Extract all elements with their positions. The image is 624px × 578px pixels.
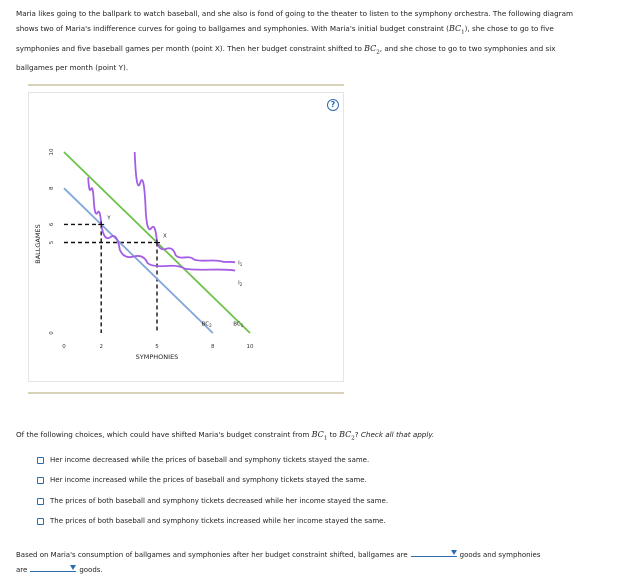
y-tick-label: 0 [49, 331, 55, 335]
x-axis-label: SYMPHONIES [135, 353, 179, 361]
chevron-down-icon [70, 565, 76, 570]
option-prices-decreased[interactable]: The prices of both baseball and symphony tickets decreased while her income stayed the same. [37, 497, 388, 505]
curve-label: $BC_1$ [233, 321, 244, 328]
series-bc2 [64, 188, 213, 333]
checkbox[interactable] [37, 518, 44, 525]
y-tick-label: 8 [49, 186, 55, 190]
intro-text-3: , and she chose to go to two symphonies and six ballgames per month (point Y). [16, 43, 556, 73]
point-y-label: Y [107, 215, 111, 222]
y-tick-label: 5 [49, 240, 55, 245]
x-tick-label: 10 [246, 344, 254, 350]
dashed-guides [64, 224, 157, 333]
curve-label: $BC_2$ [201, 321, 212, 328]
checkbox[interactable] [37, 477, 44, 484]
chart-labels [98, 215, 244, 327]
answer-sentence: Based on Maria's consumption of ballgames and symphonies after her budget constraint shifted, ballgames are goods and symphonies are goods. [16, 548, 576, 578]
intro-text-1: Maria likes going to the ballpark to watch baseball, and she also is fond of going to the theater to listen to the symphony orchestra. The following diagram shows two of Maria's indifference curves for going to ballgames and symphonies. With Maria's initial budget constraint ( [16, 9, 574, 33]
chart-axes [34, 148, 254, 361]
y-tick-label: 10 [49, 148, 55, 156]
series-i1 [135, 152, 235, 262]
question-bc2: $BC_2$ [339, 430, 355, 442]
x-tick-label: 0 [62, 344, 66, 350]
option-income-decreased[interactable]: Her income decreased while the prices of baseball and symphony tickets stayed the same. [37, 456, 369, 464]
check-all-note: Check all that apply. [360, 430, 435, 439]
ballgames-goods-dropdown[interactable] [411, 548, 457, 557]
bc2-symbol: $BC_2$ [364, 43, 380, 56]
symphonies-goods-dropdown[interactable] [30, 563, 76, 572]
option-prices-increased[interactable]: The prices of both baseball and symphony tickets increased while her income stayed the same. [37, 517, 386, 525]
x-tick-label: 8 [211, 344, 215, 350]
x-tick-label: 2 [99, 344, 103, 350]
series-i2 [88, 177, 235, 270]
question-text: Of the following choices, which could have shifted Maria's budget constraint from $BC_1$ to $BC_2$? Check all that apply. [16, 430, 435, 442]
y-tick-label: 6 [49, 222, 55, 227]
curve-label: $I_2$ [238, 280, 243, 288]
curve-label: $I_1$ [238, 260, 243, 267]
checkbox[interactable] [37, 457, 44, 464]
option-income-increased[interactable]: Her income increased while the prices of baseball and symphony tickets stayed the same. [37, 476, 367, 484]
point-x-label: X [163, 233, 167, 240]
y-axis-label: BALLGAMES [34, 224, 42, 264]
bc1-symbol: $BC_1$ [448, 24, 465, 36]
x-tick-label: 5 [155, 344, 159, 350]
chevron-down-icon [451, 550, 457, 555]
help-icon[interactable]: ? [327, 99, 339, 111]
question-bc1: $BC_1$ [311, 430, 328, 442]
intro-text-2: ), she chose to go to five symphonies and five baseball games per month (point X). Then her budget constraint shifted to [16, 24, 554, 53]
checkbox[interactable] [37, 498, 44, 505]
